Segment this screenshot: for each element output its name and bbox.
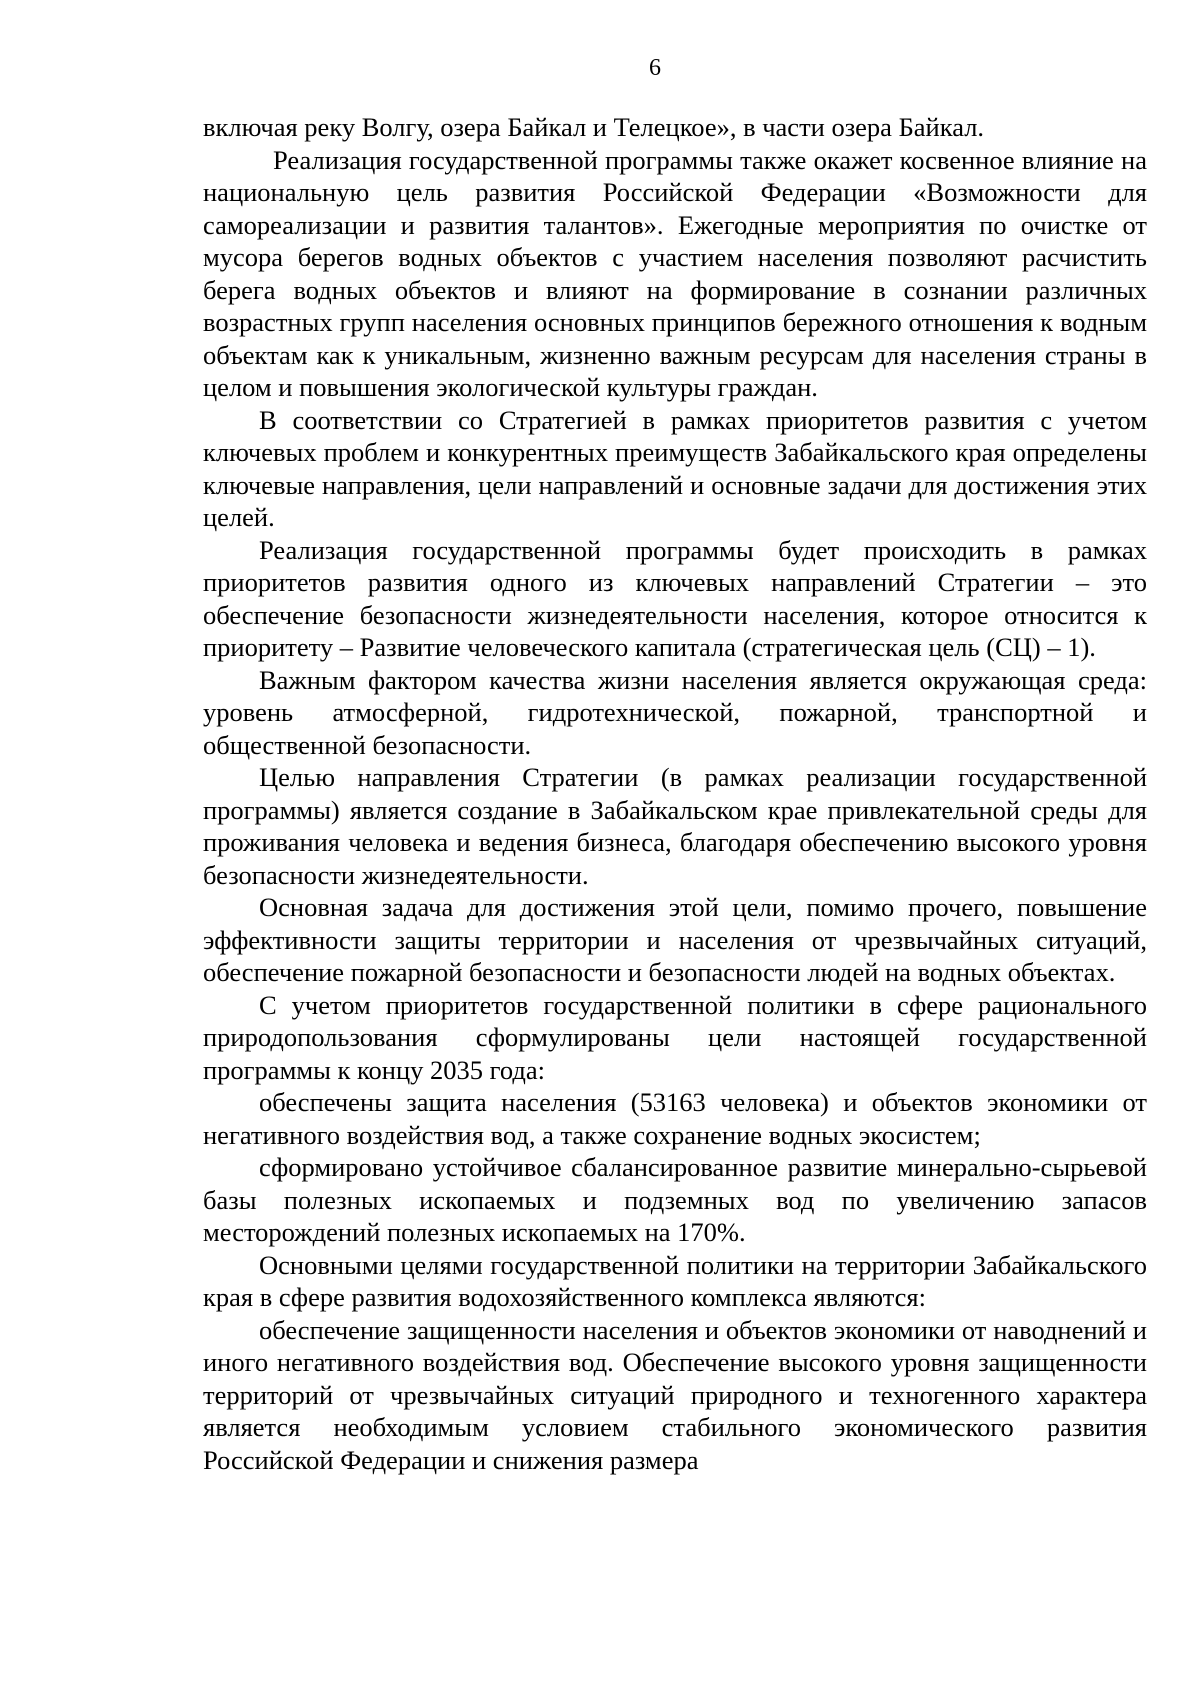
paragraph-goal-population-protection: обеспечены защита населения (53163 человека) и объектов экономики от негативного воздействия вод, а также сохранение водных экосистем; <box>203 1087 1147 1150</box>
paragraph-quality-of-life: Важным фактором качества жизни населения является окружающая среда: уровень атмосферной, гидротехнической, пожарной, транспортной и общественной безопасности. <box>203 664 1147 760</box>
paragraph-continuation: включая реку Волгу, озера Байкал и Телецкое», в части озера Байкал. <box>203 112 985 142</box>
document-body <box>203 111 1147 1476</box>
paragraph-program-priorities: Реализация государственной программы будет происходить в рамках приоритетов развития одного из ключевых направлений Стратегии – это обеспечение безопасности жизнедеятельности населения, которое относится к приоритету – Развитие человеческого капитала (стратегическая цель (СЦ) – 1). <box>203 534 1147 662</box>
paragraph-main-task: Основная задача для достижения этой цели, помимо прочего, повышение эффективности защиты территории и населения от чрезвычайных ситуаций, обеспечение пожарной безопасности и безопасности людей на водных объектах. <box>203 892 1147 987</box>
paragraph-strategy-goal: Целью направления Стратегии (в рамках реализации государственной программы) является создание в Забайкальском крае привлекательной среды для проживания человека и ведения бизнеса, благодаря обеспечению высокого уровня безопасности жизнедеятельности. <box>203 762 1147 890</box>
paragraph-strategy-directions: В соответствии со Стратегией в рамках приоритетов развития с учетом ключевых проблем и конкурентных преимуществ Забайкальского края определены ключевые направления, цели направлений и основные задачи для достижения этих целей. <box>203 404 1147 532</box>
paragraph-goal-mineral-base: сформировано устойчивое сбалансированное развитие минерально-сырьевой базы полезных ископаемых и подземных вод по увеличению запасов месторождений полезных ископаемых на 170%. <box>203 1152 1147 1247</box>
page-number: 6 <box>649 55 661 81</box>
paragraph-indirect-influence: Реализация государственной программы также окажет косвенное влияние на национальную цель развития Российской Федерации «Возможности для самореализации и развития талантов». Ежегодные мероприятия по очистке от мусора берегов водных объектов с участием населения позволяют расчистить берега водных объектов и влияют на формирование в сознании различных возрастных групп населения основных принципов бережного отношения к водным объектам как к уникальным, жизненно важным ресурсам для населения страны в целом и повышения экологической культуры граждан. <box>203 144 1147 402</box>
paragraph-program-goals-intro: С учетом приоритетов государственной политики в сфере рационального природопользования сформулированы цели настоящей государственной программы к концу 2035 года: <box>203 989 1147 1085</box>
paragraph-policy-goals-intro: Основными целями государственной политики на территории Забайкальского края в сфере развития водохозяйственного комплекса являются: <box>203 1249 1147 1312</box>
paragraph-flood-protection: обеспечение защищенности населения и объектов экономики от наводнений и иного негативного воздействия вод. Обеспечение высокого уровня защищенности территорий от чрезвычайных ситуаций природного и техногенного характера является необходимым условием стабильного экономического развития Российской Федерации и снижения размера <box>203 1314 1147 1475</box>
